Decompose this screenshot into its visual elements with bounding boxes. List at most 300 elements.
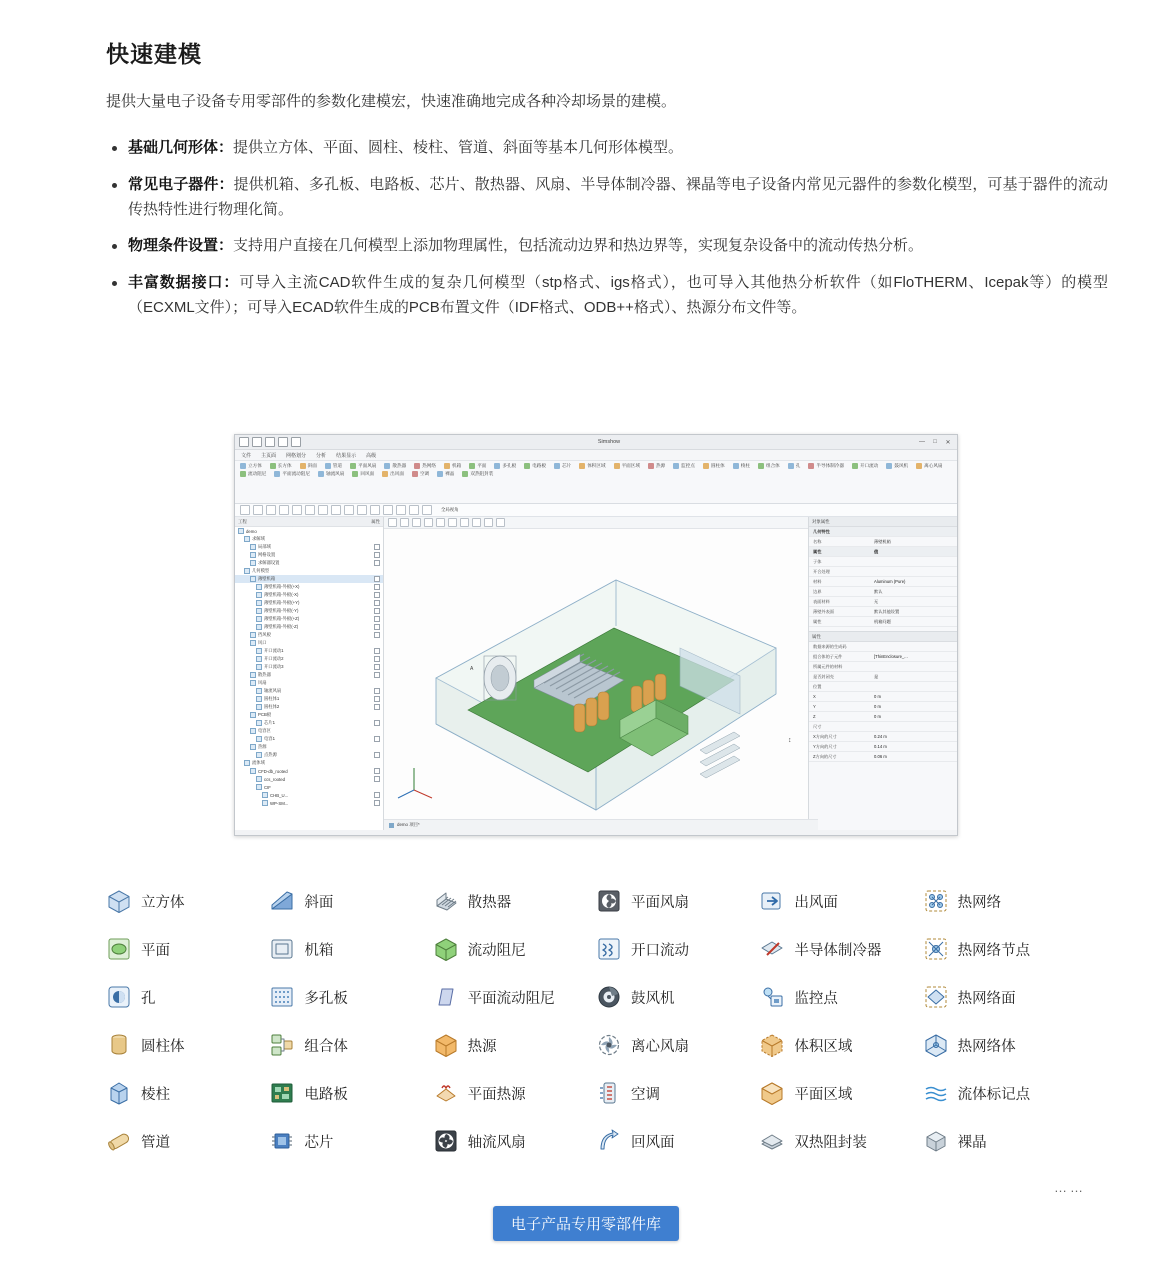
property-row bbox=[809, 742, 957, 752]
tree-node[interactable] bbox=[235, 711, 383, 719]
tree-node[interactable] bbox=[235, 703, 383, 711]
node-visibility-checkbox[interactable] bbox=[374, 544, 380, 550]
node-visibility-checkbox[interactable] bbox=[374, 632, 380, 638]
shaded-icon[interactable] bbox=[318, 505, 328, 515]
ribbon-button[interactable] bbox=[703, 463, 725, 469]
property-value[interactable] bbox=[871, 662, 957, 671]
ribbon-button[interactable] bbox=[318, 471, 344, 477]
library-item[interactable] bbox=[759, 980, 922, 1014]
view-fit-icon[interactable] bbox=[460, 518, 469, 527]
view-transparency-icon[interactable] bbox=[496, 518, 505, 527]
application-screenshot bbox=[234, 434, 958, 836]
tree-node[interactable] bbox=[235, 751, 383, 759]
ribbon-button[interactable] bbox=[524, 463, 546, 469]
tree-node[interactable] bbox=[235, 535, 383, 543]
property-value[interactable] bbox=[871, 642, 957, 651]
dimension-label: A bbox=[470, 666, 474, 672]
node-visibility-checkbox[interactable] bbox=[374, 736, 380, 742]
tree-node[interactable] bbox=[235, 735, 383, 743]
heat-source-icon bbox=[433, 1032, 459, 1058]
ribbon-button[interactable] bbox=[350, 463, 376, 469]
view-top-icon[interactable] bbox=[400, 518, 409, 527]
property-value[interactable]: 0 m bbox=[874, 714, 881, 719]
library-item-label: 监控点 bbox=[794, 990, 838, 1007]
library-item-label: 平面风扇 bbox=[630, 894, 689, 911]
node-icon bbox=[250, 768, 256, 774]
node-icon bbox=[250, 672, 256, 678]
library-item[interactable] bbox=[106, 1076, 269, 1110]
detail-header: 属性 bbox=[809, 632, 957, 642]
library-item[interactable] bbox=[269, 1124, 432, 1158]
property-value[interactable]: 是 bbox=[874, 673, 879, 679]
node-icon bbox=[256, 600, 262, 606]
ribbon-button[interactable] bbox=[462, 471, 493, 477]
light-icon[interactable] bbox=[383, 505, 393, 515]
planar-resistance-icon bbox=[274, 471, 280, 477]
tree-node[interactable] bbox=[235, 567, 383, 575]
menu-item-advanced[interactable]: 高级 bbox=[366, 452, 377, 459]
node-icon bbox=[256, 776, 262, 782]
centrifugal-fan-icon bbox=[596, 1032, 622, 1058]
node-visibility-checkbox[interactable] bbox=[374, 576, 380, 582]
library-item-label: 平面 bbox=[141, 942, 170, 959]
document-tab[interactable] bbox=[384, 819, 818, 830]
ribbon-button[interactable] bbox=[270, 463, 292, 469]
ribbon-button[interactable] bbox=[852, 463, 878, 469]
save-icon[interactable] bbox=[239, 437, 249, 447]
ribbon-label: 棱柱 bbox=[740, 463, 750, 468]
fit-view-icon[interactable] bbox=[292, 505, 302, 515]
enclosure-model-svg bbox=[384, 528, 804, 820]
flow-resistance-icon bbox=[240, 471, 246, 477]
snapshot-icon[interactable] bbox=[409, 505, 419, 515]
two-resistor-package-icon bbox=[759, 1128, 785, 1154]
node-visibility-checkbox[interactable] bbox=[374, 792, 380, 798]
list-item bbox=[128, 271, 1108, 321]
library-item-label: 空调 bbox=[630, 1086, 660, 1103]
tree-node[interactable] bbox=[235, 679, 383, 687]
node-visibility-checkbox[interactable] bbox=[374, 600, 380, 606]
detail-rows bbox=[809, 642, 957, 762]
ribbon-button[interactable] bbox=[444, 463, 461, 469]
property-value[interactable] bbox=[871, 567, 957, 576]
library-item[interactable] bbox=[269, 980, 432, 1014]
library-item-label: 双热阻封装 bbox=[794, 1134, 867, 1151]
view-zoom-in-icon[interactable] bbox=[436, 518, 445, 527]
app-body bbox=[235, 517, 957, 830]
tree-node[interactable] bbox=[235, 671, 383, 679]
tree-node[interactable] bbox=[235, 639, 383, 647]
library-item[interactable] bbox=[433, 1124, 596, 1158]
tree-node[interactable] bbox=[235, 559, 383, 567]
tree-node[interactable] bbox=[235, 719, 383, 727]
ribbon-button[interactable] bbox=[352, 471, 374, 477]
name-label: 名称 bbox=[813, 538, 822, 544]
ribbon-button[interactable] bbox=[300, 463, 317, 469]
plane-icon bbox=[106, 936, 132, 962]
property-key: 数据来源的生成码 bbox=[813, 643, 847, 649]
property-value[interactable]: Aluminum (Pure) bbox=[874, 579, 906, 584]
tree-node[interactable] bbox=[235, 663, 383, 671]
properties-header: 对象属性 bbox=[809, 517, 957, 527]
tree-node[interactable] bbox=[235, 623, 383, 631]
library-item-label: 热网络面 bbox=[957, 990, 1016, 1007]
tree-node[interactable] bbox=[235, 631, 383, 639]
property-row bbox=[809, 722, 957, 732]
ribbon-button[interactable] bbox=[382, 471, 404, 477]
property-value[interactable]: 0.06 m bbox=[874, 754, 887, 759]
model-tree-header bbox=[235, 517, 383, 527]
property-value[interactable]: 0 m bbox=[874, 704, 881, 709]
zoom-tool-icon[interactable] bbox=[266, 505, 276, 515]
library-item[interactable] bbox=[433, 884, 596, 918]
menu-item-home[interactable]: 主页面 bbox=[261, 452, 277, 459]
node-visibility-checkbox[interactable] bbox=[374, 584, 380, 590]
intro-paragraph: 提供大量电子设备专用零部件的参数化建模宏，快速准确地完成各种冷却场景的建模。 bbox=[106, 93, 677, 110]
library-item[interactable] bbox=[106, 932, 269, 966]
heatsink-icon bbox=[384, 463, 390, 469]
library-item[interactable] bbox=[596, 1124, 759, 1158]
library-item[interactable] bbox=[759, 884, 922, 918]
heatsink-icon bbox=[433, 888, 459, 914]
tree-node[interactable] bbox=[235, 647, 383, 655]
node-visibility-checkbox[interactable] bbox=[374, 656, 380, 662]
col-attr-label: 属性 bbox=[813, 548, 822, 554]
tree-node[interactable] bbox=[235, 791, 383, 799]
library-item[interactable] bbox=[923, 1076, 1086, 1110]
library-item-label: 芯片 bbox=[304, 1134, 334, 1151]
property-row bbox=[809, 587, 957, 597]
library-item[interactable] bbox=[433, 1028, 596, 1062]
view-front-icon[interactable] bbox=[388, 518, 397, 527]
monitor-point-icon bbox=[673, 463, 679, 469]
library-item[interactable] bbox=[596, 932, 759, 966]
ribbon-button[interactable] bbox=[274, 471, 310, 477]
menu-item-mesh[interactable]: 网格划分 bbox=[286, 452, 307, 459]
ribbon-label: 平面区域 bbox=[621, 463, 640, 468]
menu-item-analysis[interactable]: 分析 bbox=[316, 452, 327, 459]
node-visibility-checkbox[interactable] bbox=[374, 664, 380, 670]
section-icon[interactable] bbox=[331, 505, 341, 515]
library-item-label: 热源 bbox=[467, 1038, 497, 1055]
tree-node[interactable] bbox=[235, 607, 383, 615]
tree-node-label: 热源 bbox=[258, 744, 267, 749]
ribbon-button[interactable] bbox=[648, 463, 665, 469]
view-show-icon[interactable] bbox=[484, 518, 493, 527]
incline-icon bbox=[269, 888, 295, 914]
library-item-label: 孔 bbox=[141, 990, 156, 1007]
pan-tool-icon[interactable] bbox=[253, 505, 263, 515]
ribbon-button[interactable] bbox=[240, 471, 266, 477]
ribbon-button[interactable] bbox=[554, 463, 571, 469]
node-visibility-checkbox[interactable] bbox=[374, 688, 380, 694]
tree-node-label: 求解域 bbox=[252, 536, 265, 541]
ribbon-label: 平面流动阻尼 bbox=[282, 471, 310, 476]
ribbon-label: 管道 bbox=[332, 463, 342, 468]
pcb-icon bbox=[524, 463, 530, 469]
node-visibility-checkbox[interactable] bbox=[374, 672, 380, 678]
prism-icon bbox=[733, 463, 739, 469]
library-item-label: 热网络体 bbox=[957, 1038, 1016, 1055]
feature-term: 常见电子器件： bbox=[128, 175, 234, 193]
property-value[interactable]: 无 bbox=[874, 598, 879, 604]
tree-node-label: 散热器 bbox=[258, 672, 271, 677]
tree-node[interactable] bbox=[235, 543, 383, 551]
node-visibility-checkbox[interactable] bbox=[374, 608, 380, 614]
thermal-network-icon bbox=[414, 463, 420, 469]
minimize-button[interactable]: — bbox=[919, 439, 925, 445]
node-visibility-checkbox[interactable] bbox=[374, 696, 380, 702]
tree-node[interactable] bbox=[235, 775, 383, 783]
library-item[interactable] bbox=[269, 1076, 432, 1110]
library-item[interactable] bbox=[923, 1124, 1086, 1158]
property-key: 表面材料 bbox=[813, 598, 830, 604]
library-caption-button[interactable]: 电子产品专用零部件库 bbox=[493, 1206, 679, 1241]
property-row bbox=[809, 577, 957, 587]
library-item[interactable] bbox=[106, 884, 269, 918]
tree-node[interactable] bbox=[235, 695, 383, 703]
ribbon-button[interactable] bbox=[733, 463, 750, 469]
node-icon bbox=[250, 560, 256, 566]
node-icon bbox=[250, 728, 256, 734]
property-key: Z bbox=[813, 714, 816, 719]
tree-node[interactable] bbox=[235, 583, 383, 591]
library-item[interactable] bbox=[433, 1076, 596, 1110]
ribbon-button[interactable] bbox=[614, 463, 640, 469]
ribbon-button[interactable] bbox=[808, 463, 844, 469]
air-conditioner-icon bbox=[596, 1080, 622, 1106]
ribbon-label: 轴流风扇 bbox=[325, 471, 345, 476]
tree-node-label: 圆柱体2 bbox=[264, 704, 280, 709]
close-button[interactable]: ✕ bbox=[945, 439, 951, 446]
feature-text: 可导入主流CAD软件生成的复杂几何模型（stp格式、igs格式），也可导入其他热分析软件（如FloTHERM、Icepak等）的模型（ECXML文件）；可导入ECAD软件生成的PCB布置文件（IDF格式、ODB++格式）、热源分布文件等。 bbox=[128, 274, 1108, 316]
library-item[interactable] bbox=[269, 932, 432, 966]
node-visibility-checkbox[interactable] bbox=[374, 752, 380, 758]
property-value[interactable] bbox=[871, 722, 957, 731]
node-visibility-checkbox[interactable] bbox=[374, 704, 380, 710]
ribbon-button[interactable] bbox=[240, 463, 262, 469]
node-visibility-checkbox[interactable] bbox=[374, 800, 380, 806]
ribbon-label: 体积区域 bbox=[587, 463, 606, 468]
rotate-tool-icon[interactable] bbox=[279, 505, 289, 515]
axis-toggle-icon[interactable] bbox=[370, 505, 380, 515]
wireframe-icon[interactable] bbox=[305, 505, 315, 515]
feature-term: 丰富数据接口： bbox=[128, 274, 240, 291]
library-item[interactable] bbox=[596, 884, 759, 918]
library-item-label: 热网络节点 bbox=[957, 942, 1031, 959]
grid-toggle-icon[interactable] bbox=[357, 505, 367, 515]
tree-node[interactable] bbox=[235, 599, 383, 607]
ribbon-button[interactable] bbox=[494, 463, 516, 469]
plane-fan-icon bbox=[350, 463, 356, 469]
ribbon-button[interactable] bbox=[469, 463, 486, 469]
ribbon-label: 电路板 bbox=[532, 463, 546, 468]
new-icon[interactable] bbox=[265, 437, 275, 447]
tree-node[interactable] bbox=[235, 591, 383, 599]
property-value[interactable]: 0.24 m bbox=[874, 734, 887, 739]
duct-icon bbox=[325, 463, 331, 469]
node-visibility-checkbox[interactable] bbox=[374, 616, 380, 622]
detail-panel bbox=[809, 631, 957, 762]
library-item[interactable] bbox=[106, 1124, 269, 1158]
properties-panel[interactable] bbox=[809, 517, 957, 830]
maximize-button[interactable]: □ bbox=[933, 439, 937, 445]
library-item[interactable] bbox=[596, 980, 759, 1014]
library-item-label: 流体标记点 bbox=[957, 1086, 1031, 1103]
property-value[interactable]: 默认其他设置 bbox=[874, 608, 900, 614]
ribbon-label: 长方体 bbox=[277, 463, 292, 468]
tree-node[interactable] bbox=[235, 727, 383, 735]
tree-node[interactable] bbox=[235, 687, 383, 695]
ribbon-label: 热源 bbox=[655, 463, 666, 468]
undo-icon[interactable] bbox=[278, 437, 288, 447]
library-item[interactable] bbox=[106, 1028, 269, 1062]
more-items-ellipsis: …… bbox=[1054, 1180, 1086, 1195]
ribbon-button[interactable] bbox=[916, 463, 942, 469]
tree-node[interactable] bbox=[235, 655, 383, 663]
tree-node[interactable] bbox=[235, 799, 383, 807]
open-icon[interactable] bbox=[252, 437, 262, 447]
property-key: Z方向的尺寸 bbox=[813, 753, 837, 759]
library-item[interactable] bbox=[269, 1028, 432, 1062]
feature-term: 物理条件设置： bbox=[128, 237, 234, 255]
pcb-icon bbox=[269, 1080, 295, 1106]
redo-icon[interactable] bbox=[291, 437, 301, 447]
ribbon-label: 双热阻封装 bbox=[470, 471, 494, 476]
node-visibility-checkbox[interactable] bbox=[374, 720, 380, 726]
cylinder-icon bbox=[703, 463, 709, 469]
tree-node[interactable] bbox=[235, 759, 383, 767]
library-item-label: 裸晶 bbox=[957, 1134, 987, 1151]
ribbon-button[interactable] bbox=[758, 463, 780, 469]
library-item[interactable] bbox=[759, 1124, 922, 1158]
view-hide-icon[interactable] bbox=[472, 518, 481, 527]
node-icon bbox=[256, 624, 262, 630]
property-value[interactable]: 默认 bbox=[874, 588, 883, 594]
ribbon-button[interactable] bbox=[788, 463, 801, 469]
property-row bbox=[809, 662, 957, 672]
properties-group-title bbox=[809, 527, 957, 537]
volume-region-icon bbox=[579, 463, 585, 469]
ribbon-button[interactable] bbox=[579, 463, 605, 469]
property-value[interactable] bbox=[871, 682, 957, 691]
tree-node[interactable] bbox=[235, 767, 383, 775]
tree-node[interactable] bbox=[235, 783, 383, 791]
library-item[interactable] bbox=[596, 1076, 759, 1110]
property-key: 薄壁外表面 bbox=[813, 608, 834, 614]
node-visibility-checkbox[interactable] bbox=[374, 552, 380, 558]
node-icon bbox=[250, 544, 256, 550]
view-zoom-out-icon[interactable] bbox=[448, 518, 457, 527]
ribbon-button[interactable] bbox=[412, 471, 429, 477]
tree-node-label: 求解器设置 bbox=[258, 560, 280, 565]
tree-node-label: 开口流动1 bbox=[264, 648, 284, 653]
property-value[interactable] bbox=[871, 557, 957, 566]
open-flow-icon bbox=[852, 463, 858, 469]
ribbon-button[interactable] bbox=[886, 463, 908, 469]
library-item[interactable] bbox=[596, 1028, 759, 1062]
viewport-3d[interactable] bbox=[384, 517, 809, 830]
model-tree[interactable] bbox=[235, 517, 384, 830]
name-value[interactable]: 薄壁机箱 bbox=[874, 538, 891, 544]
measure-icon[interactable] bbox=[344, 505, 354, 515]
view-side-icon[interactable] bbox=[412, 518, 421, 527]
axis-triad bbox=[398, 768, 432, 798]
ribbon-label: 平面风扇 bbox=[358, 463, 377, 468]
node-visibility-checkbox[interactable] bbox=[374, 648, 380, 654]
ribbon-button[interactable] bbox=[437, 471, 454, 477]
ribbon-button[interactable] bbox=[414, 463, 436, 469]
node-visibility-checkbox[interactable] bbox=[374, 560, 380, 566]
library-item[interactable] bbox=[759, 1076, 922, 1110]
library-item[interactable] bbox=[759, 932, 922, 966]
render-icon[interactable] bbox=[396, 505, 406, 515]
property-key: 尺寸 bbox=[813, 723, 822, 729]
tree-node[interactable] bbox=[235, 615, 383, 623]
property-value[interactable]: 0 m bbox=[874, 694, 881, 699]
menu-item-file[interactable]: 文件 bbox=[241, 452, 252, 459]
settings-icon[interactable] bbox=[422, 505, 432, 515]
ribbon-label: 散热器 bbox=[392, 463, 407, 468]
ribbon-toolbar bbox=[235, 461, 957, 504]
library-item[interactable] bbox=[759, 1028, 922, 1062]
tree-node[interactable] bbox=[235, 575, 383, 583]
die-icon bbox=[923, 1128, 949, 1154]
ribbon-label: 出风面 bbox=[390, 471, 404, 476]
library-item[interactable] bbox=[923, 1028, 1086, 1062]
assembly-icon bbox=[758, 463, 764, 469]
library-item[interactable] bbox=[923, 884, 1086, 918]
tree-node[interactable] bbox=[235, 527, 383, 535]
ribbon-label: 鼓风机 bbox=[894, 463, 909, 468]
view-toolbar bbox=[235, 504, 957, 517]
property-value[interactable]: [ThinEnclosure_... bbox=[874, 654, 908, 659]
library-item-label: 圆柱体 bbox=[141, 1038, 185, 1055]
select-tool-icon[interactable] bbox=[240, 505, 250, 515]
ribbon-button[interactable] bbox=[673, 463, 695, 469]
node-icon bbox=[256, 688, 262, 694]
library-item[interactable] bbox=[923, 932, 1086, 966]
library-item-label: 鼓风机 bbox=[630, 990, 675, 1007]
node-visibility-checkbox[interactable] bbox=[374, 776, 380, 782]
network-body-icon bbox=[923, 1032, 949, 1058]
library-item[interactable] bbox=[106, 980, 269, 1014]
ribbon-button[interactable] bbox=[325, 463, 342, 469]
tree-node-label: 电容区 bbox=[258, 728, 271, 733]
node-visibility-checkbox[interactable] bbox=[374, 624, 380, 630]
prism-icon bbox=[106, 1080, 132, 1106]
node-visibility-checkbox[interactable] bbox=[374, 768, 380, 774]
view-iso-icon[interactable] bbox=[424, 518, 433, 527]
library-item[interactable] bbox=[269, 884, 432, 918]
library-item-label: 半导体制冷器 bbox=[794, 942, 882, 959]
tree-node[interactable] bbox=[235, 551, 383, 559]
property-value[interactable]: 0.14 m bbox=[874, 744, 887, 749]
library-item[interactable] bbox=[433, 980, 596, 1014]
ribbon-button[interactable] bbox=[384, 463, 406, 469]
property-value[interactable]: 机箱问题 bbox=[874, 618, 891, 624]
library-item-label: 体积区域 bbox=[794, 1038, 853, 1055]
property-key: 属性 bbox=[813, 618, 822, 624]
fluid-marker-icon bbox=[923, 1080, 949, 1106]
library-item[interactable] bbox=[433, 932, 596, 966]
node-visibility-checkbox[interactable] bbox=[374, 592, 380, 598]
node-icon bbox=[250, 712, 256, 718]
menu-item-results[interactable]: 结果显示 bbox=[336, 452, 357, 459]
ribbon-label: 开口流动 bbox=[859, 463, 879, 468]
tree-node[interactable] bbox=[235, 743, 383, 751]
library-item[interactable] bbox=[923, 980, 1086, 1014]
